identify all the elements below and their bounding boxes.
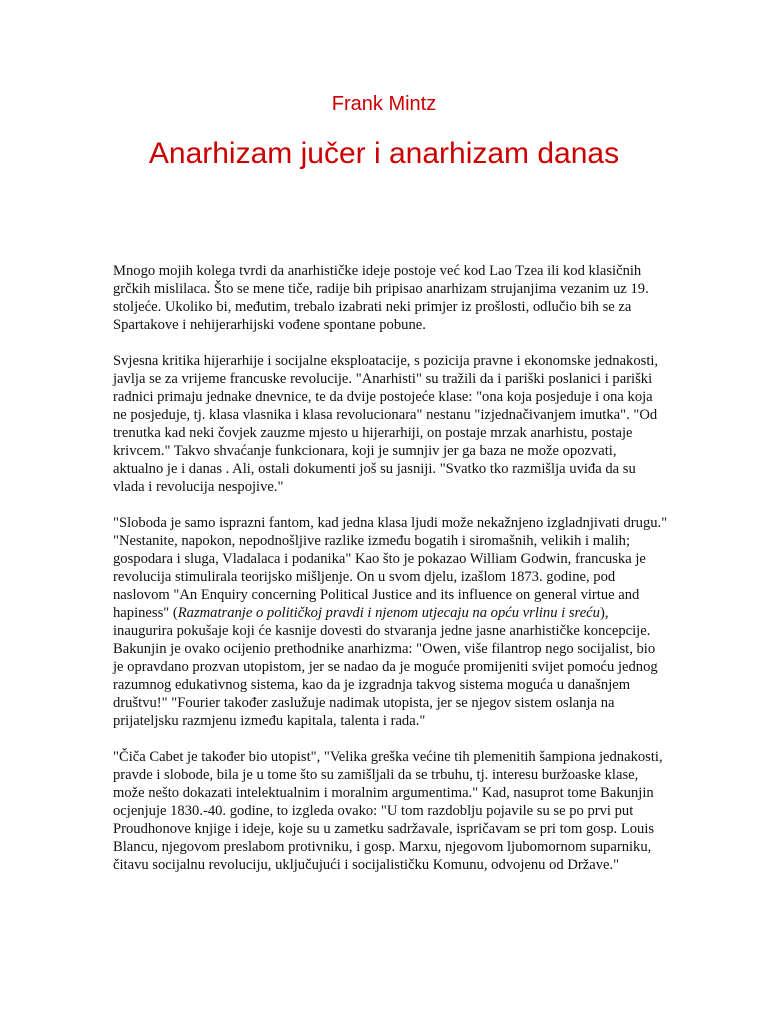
document-body [113, 262, 669, 892]
paragraph-3 [113, 514, 669, 730]
paragraph-2: Svjesna kritika hijerarhije i socijalne eksploatacije, s pozicija pravne i ekonomske jednakosti, javlja se za vrijeme francuske revolucije. "Anarhisti" su tražili da i pariški poslanici i pariški radnici primaju jednake dnevnice, te da dvije postojeće klase: "ona koja posjeduje i ona koja ne posjeduje, tj. klasa vlasnika i klasa revolucionara" nestanu "izjednačivanjem imutka". "Od trenutka kad neki čovjek zauzme mjesto u hijerarhiji, on postaje mrzak anarhistu, postaje krivcem." Takvo shvaćanje funkcionara, koji je sumnjiv jer ga baza ne može opozvati, aktualno je i danas . Ali, ostali dokumenti još su jasniji. "Svatko tko razmišlja uviđa da su vlada i revolucija nespojive." [113, 353, 659, 495]
author-name: Frank Mintz [331, 93, 437, 115]
paragraph-4: "Čiča Cabet je također bio utopist", "Velika greška većine tih plemenitih šampiona jednakosti, pravde i slobode, bila je u tome što su zamišljali da se trbuhu, tj. interesu buržoaske klase, može nešto dokazati intelektualnim i moralnim argumentima." Kad, nasuprot tome Bakunjin ocjenjuje 1830.-40. godine, to izgleda ovako: "U tom razdoblju pojavile su se po prvi put Proudhonove knjige i ideje, koje su u zametku sadržavale, ispričavam se pri tom gosp. Louis Blancu, njegovom preslabom protivniku, i gosp. Marxu, njegovom ljubomornom suparniku, čitavu socijalnu revoluciju, uključujući i socijalističku Komunu, odvojenu od Države." [113, 749, 663, 873]
paragraph-3-italic-title: Razmatranje o političkoj pravdi i njenom utjecaju na opću vrlinu i sreću [177, 605, 600, 621]
paragraph-3-text-after: ), inaugurira pokušaje koji će kasnije dovesti do stvaranja jedne jasne anarhističke koncepcije. Bakunjin je ovako ocijenio prethodnike anarhizma: "Owen, više filantrop nego socijalist, bio je opravdano prozvan utopistom, jer se nadao da je moguće promijeniti svijet pomoću jednog razumnog edukativnog sistema, kao da je izgradnja takvog sistema moguća u današnjem društvu!" "Fourier također zaslužuje nadimak utopista, jer se njegov sistem oslanja na prijateljsku razmjenu između kapitala, talenta i rada." [113, 605, 658, 729]
paragraph-1: Mnogo mojih kolega tvrdi da anarhističke ideje postoje već kod Lao Tzea ili kod klasičnih grčkih mislilaca. Što se mene tiče, radije bih pripisao anarhizam strujanjima vezanim uz 19. stoljeće. Ukoliko bi, međutim, trebalo izabrati neki primjer iz prošlosti, odlučio bih se za Spartakove i nehijerarhijski vođene spontane pobune. [113, 263, 649, 333]
document-title: Anarhizam jučer i anarhizam danas [148, 137, 620, 170]
paragraph-3-text-before: "Sloboda je samo isprazni fantom, kad jedna klasa ljudi može nekažnjeno izgladnjivati drugu." "Nestanite, napokon, nepodnošljive razlike između bogatih i siromašnih, velikih i malih; gospodara i sluga, Vladalaca i podanika" Kao što je pokazao William Godwin, francuska je revolucija stimulirala teorijsko mišljenje. On u svom djelu, izašlom 1873. godine, pod naslovom "An Enquiry concerning Political Justice and its influence on general virtue and hapiness" ( [113, 515, 668, 621]
